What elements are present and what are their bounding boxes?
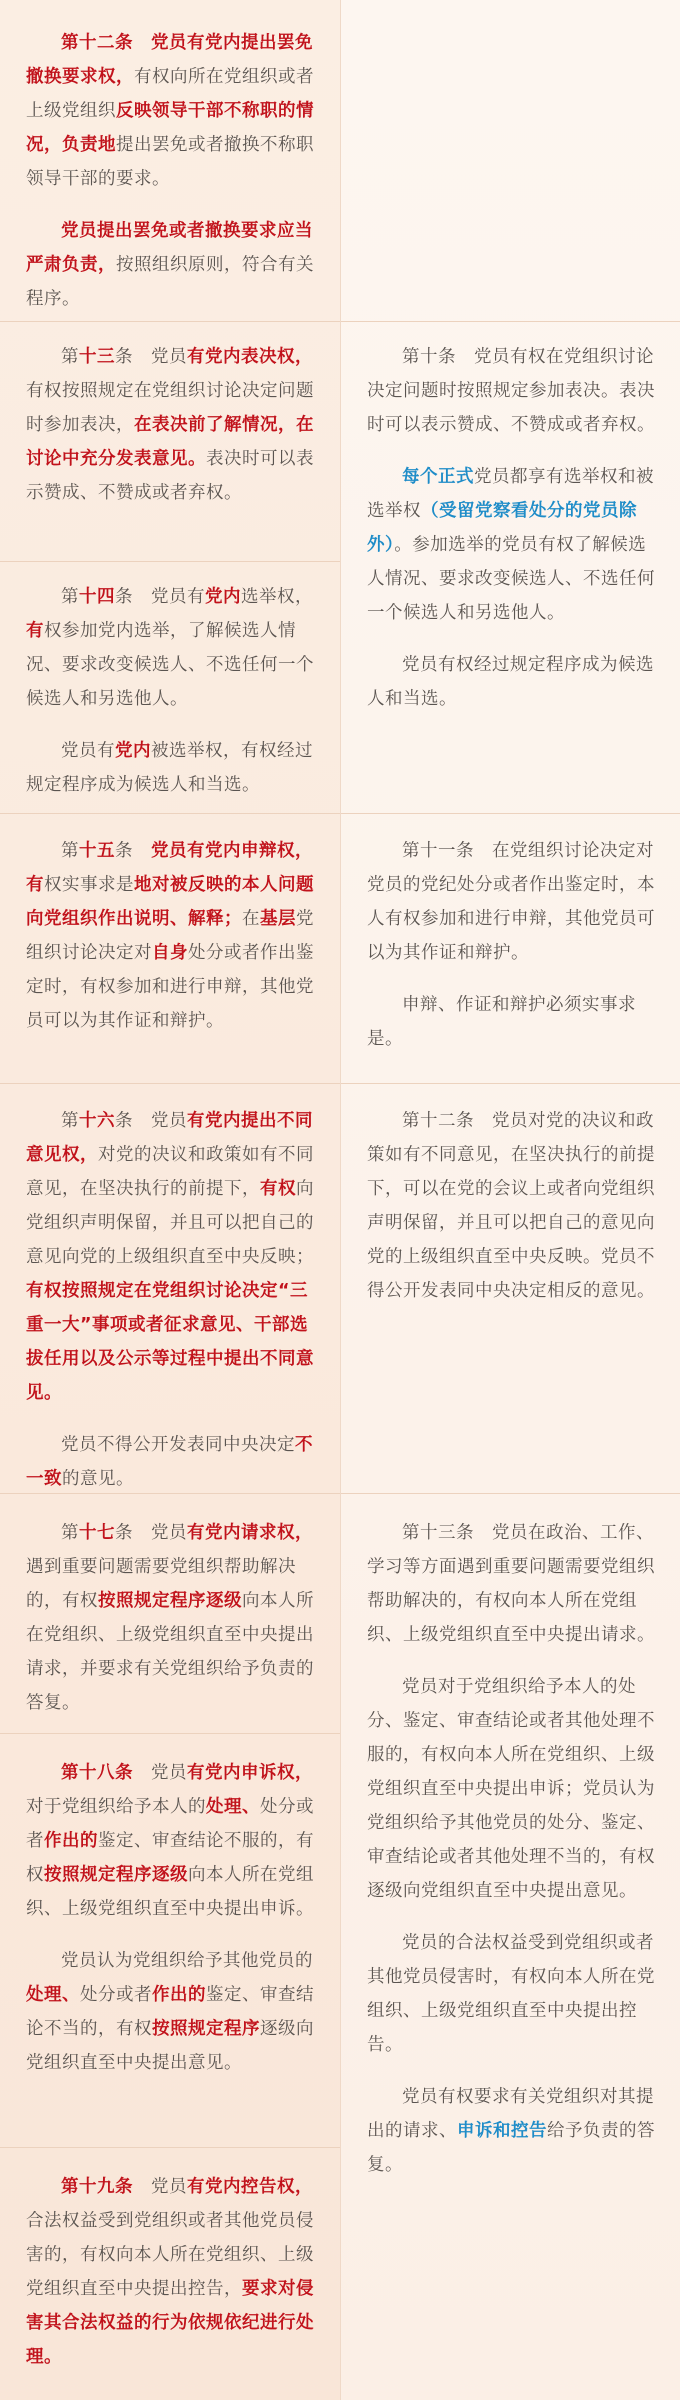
highlight-text: 作出的 (152, 1985, 206, 2005)
highlight-text: 第十二条 党员有党内提出罢免撤换要求权， (26, 33, 313, 87)
body-text: 对于党组织给予本人的 (26, 1797, 206, 1817)
paragraph (26, 580, 316, 716)
highlight-text: 作出的 (44, 1831, 98, 1851)
body-text: 第 (61, 841, 79, 861)
highlight-text: 十四 (79, 587, 115, 607)
paragraph (26, 214, 316, 316)
highlight-text: 十六 (79, 1111, 115, 1131)
paragraph (26, 1756, 316, 1926)
article-14-new (0, 562, 340, 814)
body-text: 遇到重要问题需要党组织帮助解决的，有权 (26, 1557, 296, 1611)
article-13-new (0, 322, 340, 562)
paragraph (367, 648, 656, 716)
body-text: 鉴定、审查结论不当的，有权 (26, 1985, 314, 2039)
body-text: 向党组织声明保留，并且可以把自己的意见向党的上级组织直至中央反映； (26, 1179, 314, 1267)
body-text: 对党的决议和政策如有不同意见，在坚决执行的前提下， (26, 1145, 314, 1199)
body-text: 合法权益受到党组织或者其他党员侵害的，有权向本人所在党组织、上级党组织直至中央提出控告， (26, 2211, 314, 2299)
paragraph (367, 340, 656, 442)
body-text: 提出罢免或者撤换不称职领导干部的要求。 (26, 135, 314, 189)
highlight-text: 基层 (260, 909, 296, 929)
highlight-text: 有党内表决权， (187, 347, 313, 367)
highlight-text: 按照规定程序逐级 (44, 1865, 188, 1885)
article-10-old (341, 322, 680, 814)
body-text: 向本人所在党组织、上级党组织直至中央提出请求，并要求有关党组织给予负责的答复。 (26, 1591, 314, 1713)
body-text: 权实事求是 (44, 875, 134, 895)
highlight-text: 十五 (79, 841, 115, 861)
body-text: 党员有权要求有关党组织对其提出的请求、 (367, 2087, 654, 2141)
body-text: 处分或者作出鉴定时，有权参加和进行申辩，其他党员可以为其作证和辩护。 (26, 943, 314, 1031)
highlight-text: 第十九条 (61, 2177, 133, 2197)
body-text: 被选举权，有权经过规定程序成为候选人和当选。 (26, 741, 313, 795)
highlight-text: 有权 (260, 1179, 296, 1199)
body-text: 有权按照规定在党组织讨论决定问题时参加表决， (26, 381, 314, 435)
paragraph (26, 1944, 316, 2080)
body-text: 按照组织原则，符合有关程序。 (26, 255, 314, 309)
article-19-new (0, 2148, 340, 2400)
body-text: 处分或者 (80, 1985, 152, 2005)
highlight-text: 按照规定程序逐级 (98, 1591, 242, 1611)
highlight-text: 党内 (115, 741, 151, 761)
paragraph (26, 734, 316, 802)
body-text: 有权向所在党组织或者上级党组织 (26, 67, 314, 121)
paragraph (26, 1516, 316, 1720)
highlight-text: 党内 (205, 587, 241, 607)
body-text: 党员有权经过规定程序成为候选人和当选。 (367, 655, 654, 709)
highlight-text: 十七 (79, 1523, 115, 1543)
body-text: 向本人所在党组织、上级党组织直至中央提出申诉。 (26, 1865, 314, 1919)
body-text: 鉴定、审查结论不服的，有权 (26, 1831, 314, 1885)
paragraph (367, 1670, 656, 1908)
body-text: 处分或者 (26, 1797, 314, 1851)
highlight-text: 不一致 (26, 1435, 313, 1489)
blue-highlight-text: 每个正式 (402, 467, 474, 487)
highlight-text: 反映领导干部不称职的情况，负责地 (26, 101, 314, 155)
body-text: 党组织讨论决定对 (26, 909, 314, 963)
old-regulation-column (340, 0, 680, 2400)
highlight-text: 按照规定程序 (152, 2019, 260, 2039)
body-text: 第十三条 党员在政治、工作、学习等方面遇到重要问题需要党组织帮助解决的，有权向本人所在党组织、上级党组织直至中央提出请求。 (367, 1523, 655, 1645)
highlight-text: 处理、 (206, 1797, 260, 1817)
paragraph (26, 834, 316, 1038)
body-text: 党员不得公开发表同中央决定 (61, 1435, 295, 1455)
body-text: 第十条 党员有权在党组织讨论决定问题时按照规定参加表决。表决时可以表示赞成、不赞成或者弃权。 (367, 347, 655, 435)
highlight-text: 地对被反映的本人问题向党组织作出说明、解释； (26, 875, 314, 929)
highlight-text: 党员提出罢免或者撤换要求应当严肃负责， (26, 221, 313, 275)
empty-cell (341, 0, 680, 322)
body-text: 党员的合法权益受到党组织或者其他党员侵害时，有权向本人所在党组织、上级党组织直至中央提出控告。 (367, 1933, 655, 2055)
body-text: 第 (61, 1111, 79, 1131)
body-text: 党员对于党组织给予本人的处分、鉴定、审查结论或者其他处理不服的，有权向本人所在党组织、上级党组织直至中央提出申诉；党员认为党组织给予其他党员的处分、鉴定、审查结论或者其他处理不当的，有权逐级向党组织直至中央提出意见。 (367, 1677, 655, 1901)
highlight-text: 自身 (152, 943, 188, 963)
article-15-new (0, 814, 340, 1084)
article-12-new (0, 0, 340, 322)
paragraph (367, 1516, 656, 1652)
blue-highlight-text: （受留党察看处分的党员除外） (367, 501, 637, 555)
body-text: 给予负责的答复。 (367, 2121, 655, 2175)
paragraph (367, 988, 656, 1056)
body-text: 的意见。 (62, 1469, 134, 1489)
body-text: 表决时可以表示赞成、不赞成或者弃权。 (26, 449, 314, 503)
body-text: 党员认为党组织给予其他党员的 (61, 1951, 313, 1971)
body-text: 第 (61, 587, 79, 607)
paragraph (367, 834, 656, 970)
body-text: 党员都享有选举权和被选举权 (367, 467, 654, 521)
body-text: 选举权， (241, 587, 313, 607)
body-text: 申辩、作证和辩护必须实事求是。 (367, 995, 636, 1049)
paragraph (367, 460, 656, 630)
body-text: 条 党员 (115, 1111, 187, 1131)
highlight-text: 十三 (79, 347, 115, 367)
highlight-text: 要求对侵害其合法权益的行为依规依纪进行处理。 (26, 2279, 314, 2367)
body-text: 条 (115, 841, 151, 861)
body-text: 条 党员 (115, 347, 187, 367)
paragraph (367, 1926, 656, 2062)
body-text: 党员 (133, 1763, 187, 1783)
highlight-text: 处理、 (26, 1985, 80, 2005)
article-18-new (0, 1734, 340, 2148)
highlight-text: 有党内提出不同意见权， (26, 1111, 313, 1165)
highlight-text: 有权按照规定在党组织讨论决定“三重一大”事项或者征求意见、干部选拔任用以及公示等过程中提出不同意见。 (26, 1281, 314, 1403)
highlight-text: 有党内请求权， (187, 1523, 313, 1543)
paragraph (26, 26, 316, 196)
paragraph (26, 1104, 316, 1410)
body-text: 第 (61, 347, 79, 367)
body-text: 条 党员有 (115, 587, 205, 607)
body-text: 逐级向党组织直至中央提出意见。 (26, 2019, 314, 2073)
highlight-text: 第十八条 (61, 1763, 133, 1783)
body-text: 权参加党内选举，了解候选人情况、要求改变候选人、不选任何一个候选人和另选他人。 (26, 621, 314, 709)
paragraph (367, 1104, 656, 1308)
body-text: 在 (242, 909, 260, 929)
blue-highlight-text: 申诉和控告 (457, 2121, 547, 2141)
article-17-new (0, 1494, 340, 1734)
body-text: 党员有 (61, 741, 115, 761)
body-text: 党员 (133, 2177, 187, 2197)
highlight-text: 有党内申诉权， (187, 1763, 313, 1783)
body-text: 第 (61, 1523, 79, 1543)
article-12-old (341, 1084, 680, 1494)
paragraph (26, 1428, 316, 1496)
body-text: 第十二条 党员对党的决议和政策如有不同意见，在坚决执行的前提下，可以在党的会议上或者向党组织声明保留，并且可以把自己的意见向党的上级组织直至中央反映。党员不得公开发表同中央决定相反的意见。 (367, 1111, 655, 1301)
paragraph (367, 2080, 656, 2182)
article-13-old (341, 1494, 680, 2400)
highlight-text: 党员有党内申辩权，有 (26, 841, 313, 895)
body-text: 第十一条 在党组织讨论决定对党员的党纪处分或者作出鉴定时，本人有权参加和进行申辩，其他党员可以为其作证和辩护。 (367, 841, 655, 963)
highlight-text: 有 (26, 621, 44, 641)
article-16-new (0, 1084, 340, 1494)
highlight-text: 在表决前了解情况，在讨论中充分发表意见。 (26, 415, 314, 469)
paragraph (26, 2170, 316, 2374)
body-text: 。参加选举的党员有权了解候选人情况、要求改变候选人、不选任何一个候选人和另选他人。 (367, 535, 655, 623)
article-11-old (341, 814, 680, 1084)
highlight-text: 有党内控告权， (187, 2177, 313, 2197)
body-text: 条 党员 (115, 1523, 187, 1543)
paragraph (26, 340, 316, 510)
